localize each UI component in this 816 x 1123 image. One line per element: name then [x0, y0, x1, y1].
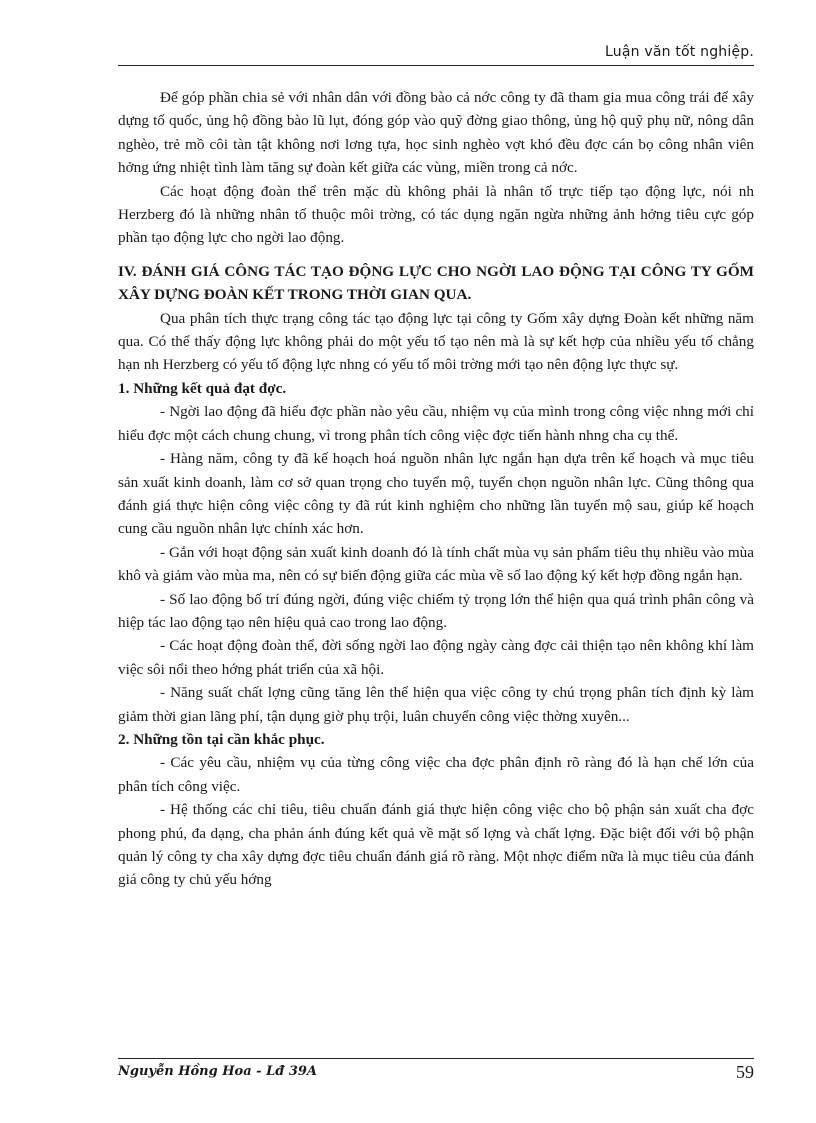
paragraph: Qua phân tích thực trạng công tác tạo động lực tại công ty Gốm xây dựng Đoàn kết những năm qua. Có thể thấy động lực không phải do một yếu tố tạo nên mà là sự kết hợp của nhiều yếu tố chẳng hạn nh Herzberg có yếu tố động lực nhng có yếu tố môi trờng mới tạo nên động lực thực sự. — [118, 309, 754, 374]
footer-author: Nguyễn Hồng Hoa - Lđ 39A — [118, 1064, 318, 1079]
bullet-paragraph: - Ngời lao động đã hiểu đợc phần nào yêu cầu, nhiệm vụ của mình trong công việc nhng mới chỉ hiểu đợc một cách chung chung, vì trong phân tích công việc đợc tiến hành nhng cha cụ thể. — [118, 403, 754, 444]
bullet-paragraph: - Năng suất chất lợng cũng tăng lên thể hiện qua việc công ty chú trọng phân tích định kỳ làm giảm thời gian lãng phí, tận dụng giờ phụ trội, luân chuyển công việc thờng xuyên... — [118, 684, 754, 725]
page-body — [118, 86, 754, 892]
bullet-paragraph: - Gắn với hoạt động sản xuất kinh doanh đó là tính chất mùa vụ sản phẩm tiêu thụ nhiều vào mùa khô và giảm vào mùa ma, nên có sự biến động giữa các mùa về số lao động ký kết hợp đồng ngắn hạn. — [118, 543, 754, 585]
bullet-paragraph: - Hệ thống các chỉ tiêu, tiêu chuẩn đánh giá thực hiện công việc cho bộ phận sản xuất cha đợc phong phú, đa dạng, cha phản ánh đúng kết quả về mặt số lợng và chất lợng. Đặc biệt đối với bộ phận quản lý công ty cha xây dựng đợc tiêu chuẩn đánh giá rõ ràng. Một nhợc điểm nữa là mục tiêu của đánh giá công ty chủ yếu hớng — [118, 801, 754, 889]
running-header: Luận văn tốt nghiệp. — [605, 44, 754, 60]
subsection-heading: 1. Những kết quả đạt đợc. — [118, 379, 287, 397]
bullet-paragraph: - Các yêu cầu, nhiệm vụ của từng công việc cha đợc phân định rõ ràng đó là hạn chế lớn của phân tích công việc. — [118, 754, 754, 795]
paragraph: Để góp phần chia sẻ với nhân dân với đồng bào cả nớc công ty đã tham gia mua công trái để xây dựng tổ quốc, ủng hộ đồng bào lũ lụt, đóng góp vào quỹ đờng giao thông, ủng hộ quỹ phụ nữ, nông dân nghèo, trẻ mồ côi tàn tật không nơi lơng tựa, học sinh nghèo vợt khó đều đợc cán bọ công nhân viên hởng ứng nhiệt tình làm tăng sự đoàn kết giữa các vùng, miền trong cả nớc. — [118, 89, 754, 177]
paragraph: Các hoạt động đoàn thể trên mặc dù không phải là nhân tố trực tiếp tạo động lực, nói nh Herzberg đó là những nhân tố thuộc môi trờng, có tác dụng ngăn ngừa những ảnh hởng tiêu cực góp phần tạo động lực cho ngời lao động. — [118, 182, 754, 247]
footer-divider — [118, 1058, 754, 1059]
subsection-heading: 2. Những tồn tại cần khắc phục. — [118, 730, 325, 748]
bullet-paragraph: - Số lao động bố trí đúng ngời, đúng việc chiếm tỷ trọng lớn thể hiện qua quá trình phân công và hiệp tác lao động tạo nên hiệu quả cao trong lao động. — [118, 590, 754, 631]
bullet-paragraph: - Các hoạt động đoàn thể, đời sống ngời lao động ngày càng đợc cải thiện tạo nên không khí làm việc sôi nổi theo hớng phát triển của xã hội. — [118, 637, 754, 678]
header-divider — [118, 65, 754, 66]
section-heading: IV. ĐÁNH GIÁ CÔNG TÁC TẠO ĐỘNG LỰC CHO NGỜI LAO ĐỘNG TẠI CÔNG TY GỐM XÂY DỰNG ĐOÀN KẾT TRONG THỜI GIAN QUA. — [118, 262, 754, 304]
page-number: 59 — [736, 1062, 754, 1082]
bullet-paragraph: - Hàng năm, công ty đã kế hoạch hoá nguồn nhân lực ngắn hạn dựa trên kế hoạch và mục tiêu sản xuất kinh doanh, làm cơ sở quan trọng cho tuyển mộ, tuyển chọn nguồn nhân lực. Cũng thông qua đánh giá thực hiện công việc công ty đã rút kinh nghiệm cho những lần tuyển mộ sau, giúp kế hoạch cung cầu nguồn nhân lực chính xác hơn. — [118, 450, 754, 538]
